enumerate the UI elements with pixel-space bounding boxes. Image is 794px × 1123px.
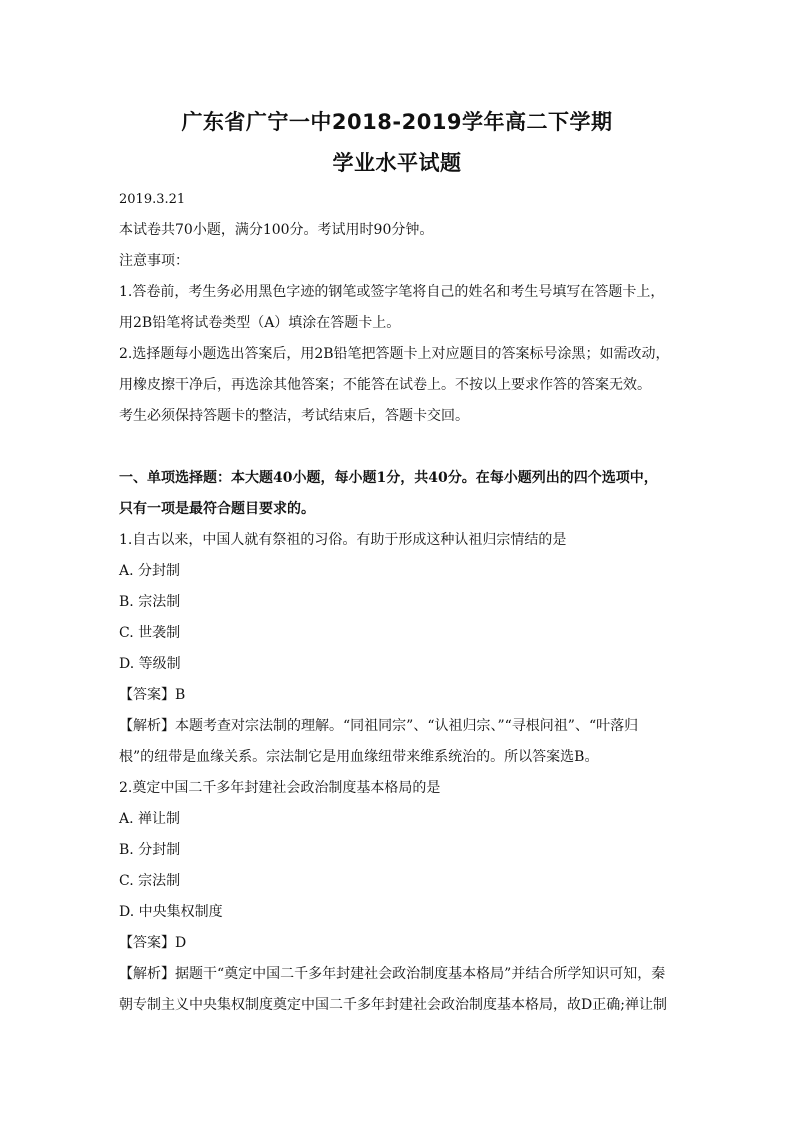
spacer xyxy=(119,432,679,463)
note-3: 考生必须保持答题卡的整洁，考试结束后，答题卡交回。 xyxy=(119,408,469,424)
question-2-answer: 【答案】D xyxy=(119,935,187,951)
question-2-option-b: B. 分封制 xyxy=(119,842,181,858)
document-subtitle: 学业水平试题 xyxy=(332,151,462,175)
question-2-analysis-line-2: 朝专制主义中央集权制度奠定中国二千多年封建社会政治制度基本格局，故D正确;禅让制 xyxy=(119,997,667,1013)
question-2-stem: 2.奠定中国二千多年封建社会政治制度基本格局的是 xyxy=(119,780,441,796)
question-1-stem: 1.自古以来，中国人就有祭祖的习俗。有助于形成这种认祖归宗情结的是 xyxy=(119,532,567,548)
question-1-answer: 【答案】B xyxy=(119,687,186,703)
question-1-option-a: A. 分封制 xyxy=(119,563,181,579)
question-2-analysis-line-1: 【解析】据题干“奠定中国二千多年封建社会政治制度基本格局”并结合所学知识可知，秦 xyxy=(119,966,666,982)
document-body xyxy=(119,184,679,1021)
note-2-line-2: 用橡皮擦干净后，再选涂其他答案；不能答在试卷上。不按以上要求作答的答案无效。 xyxy=(119,377,651,393)
notes-heading: 注意事项： xyxy=(119,253,189,269)
question-1-option-b: B. 宗法制 xyxy=(119,594,181,610)
question-2-option-d: D. 中央集权制度 xyxy=(119,904,223,920)
exam-info: 本试卷共70小题，满分100分。考试用时90分钟。 xyxy=(119,222,434,238)
section-heading-line-2: 只有一项是最符合题目要求的。 xyxy=(119,501,315,517)
exam-date: 2019.3.21 xyxy=(119,192,186,207)
question-1-option-c: C. 世袭制 xyxy=(119,625,181,641)
question-1-analysis-line-1: 【解析】本题考查对宗法制的理解。“同祖同宗”、“认祖归宗、”“寻根问祖”、“叶落归 xyxy=(119,718,639,734)
note-2-line-1: 2.选择题每小题选出答案后，用2B铅笔把答题卡上对应题目的答案标号涂黑；如需改动， xyxy=(119,346,670,362)
question-1-analysis-line-2: 根”的纽带是血缘关系。宗法制它是用血缘纽带来维系统治的。所以答案选B。 xyxy=(119,749,599,765)
question-1-option-d: D. 等级制 xyxy=(119,656,181,672)
document-title: 广东省广宁一中2018-2019学年高二下学期 xyxy=(181,110,613,134)
note-1-line-2: 用2B铅笔将试卷类型（A）填涂在答题卡上。 xyxy=(119,315,401,331)
note-1-line-1: 1.答卷前，考生务必用黑色字迹的钢笔或签字笔将自己的姓名和考生号填写在答题卡上， xyxy=(119,284,665,300)
question-2-option-c: C. 宗法制 xyxy=(119,873,181,889)
question-2-option-a: A. 禅让制 xyxy=(119,811,181,827)
section-heading-line-1: 一、单项选择题：本大题40小题，每小题1分，共40分。在每小题列出的四个选项中， xyxy=(119,470,658,486)
